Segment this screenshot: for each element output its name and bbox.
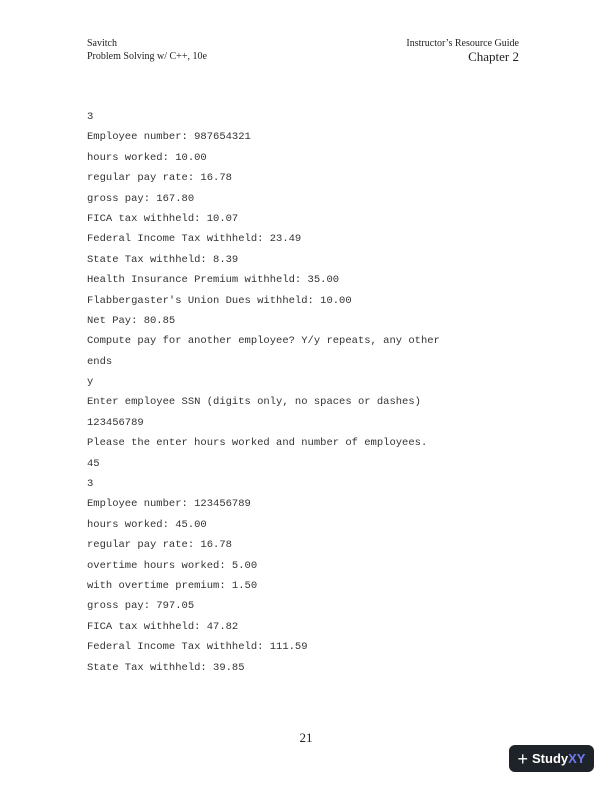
- output-line: Employee number: 123456789: [87, 498, 251, 511]
- output-line: regular pay rate: 16.78: [87, 172, 232, 185]
- output-line: FICA tax withheld: 47.82: [87, 620, 239, 633]
- output-line: hours worked: 45.00: [87, 518, 207, 531]
- output-line: 123456789: [87, 416, 144, 429]
- header-chapter: Chapter 2: [468, 49, 519, 64]
- logo-word-study: Study: [532, 751, 569, 766]
- header-book-title: Problem Solving w/ C++, 10e: [87, 51, 207, 62]
- output-line: ends: [87, 355, 113, 368]
- output-line: gross pay: 167.80: [87, 192, 195, 205]
- output-line: regular pay rate: 16.78: [87, 539, 232, 552]
- header-left: [87, 37, 207, 63]
- output-line: State Tax withheld: 8.39: [87, 253, 239, 266]
- plus-icon: +: [517, 748, 529, 769]
- output-line: Flabbergaster's Union Dues withheld: 10.00: [87, 294, 352, 307]
- output-line: 3: [87, 111, 94, 123]
- page-number: 21: [299, 730, 313, 745]
- output-line: Employee number: 987654321: [87, 131, 251, 144]
- output-line: 3: [87, 478, 94, 491]
- header-guide-title: Instructor’s Resource Guide: [406, 38, 519, 49]
- output-line: overtime hours worked: 5.00: [87, 559, 258, 572]
- output-line: State Tax withheld: 39.85: [87, 661, 245, 674]
- output-line: Enter employee SSN (digits only, no spaces or dashes): [87, 396, 421, 409]
- output-line: with overtime premium: 1.50: [87, 579, 258, 592]
- output-line: Federal Income Tax withheld: 111.59: [87, 641, 308, 654]
- output-line: Please the enter hours worked and number of employees.: [87, 437, 428, 450]
- output-line: y: [87, 376, 94, 389]
- output-line: Compute pay for another employee? Y/y repeats, any other: [87, 335, 440, 348]
- header-author: Savitch: [87, 38, 117, 49]
- logo-word-xy: XY: [568, 751, 586, 766]
- output-line: 45: [87, 457, 100, 470]
- output-line: Health Insurance Premium withheld: 35.00: [87, 274, 340, 287]
- output-line: hours worked: 10.00: [87, 151, 207, 164]
- studyxy-logo[interactable]: [509, 745, 594, 772]
- output-line: FICA tax withheld: 10.07: [87, 212, 239, 225]
- program-output: [87, 107, 527, 678]
- output-line: Federal Income Tax withheld: 23.49: [87, 233, 302, 246]
- output-line: Net Pay: 80.85: [87, 314, 176, 327]
- output-line: gross pay: 797.05: [87, 600, 195, 613]
